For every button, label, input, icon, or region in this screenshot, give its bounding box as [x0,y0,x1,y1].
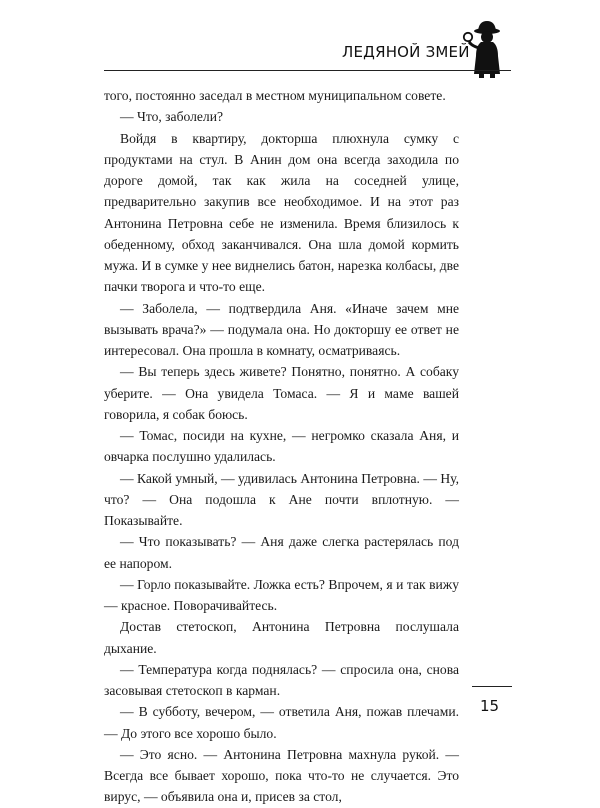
paragraph: — Горло показывайте. Ложка есть? Впрочем, я и так вижу — красное. Поворачивайтесь. [104,576,459,613]
header-rule [104,70,511,71]
footer-rule [472,686,512,687]
running-header-title: ЛЕДЯНОЙ ЗМЕЙ [342,43,470,61]
paragraph: того, постоянно заседал в местном муниципальном совете. [104,88,446,103]
paragraph: — Это ясно. — Антонина Петровна махнула рукой. — Всегда все бывает хорошо, пока что-то не случается. Это вирус, — объявила она и, присев за стол, [104,746,459,805]
paragraph: — Вы теперь здесь живете? Понятно, понятно. А собаку уберите. — Она увидела Томаса. — Я и маме вашей говорила, я собак боюсь. [104,364,459,422]
paragraph: — В субботу, вечером, — ответила Аня, пожав плечами. — До этого все хорошо было. [104,704,459,741]
paragraph: Достав стетоскоп, Антонина Петровна послушала дыхание. [104,619,459,656]
paragraph: — Что, заболели? [120,109,224,125]
paragraph: — Заболела, — подтвердила Аня. «Иначе зачем мне вызывать врача?» — подумала она. Но докторшу ее ответ не интересовал. Она прошла в комнату, осматриваясь. [104,300,459,358]
paragraph: — Томас, посиди на кухне, — негромко сказала Аня, и овчарка послушно удалилась. [104,428,459,465]
detective-silhouette-icon [462,18,512,78]
paragraph: Войдя в квартиру, докторша плюхнула сумку с продуктами на стул. В Анин дом она всегда заходила по дороге домой, так как жила на соседней улице, предварительно закупив все необходимое. И на этот раз Антонина Петровна себе не изменила. Время близилось к обеденному, обход заканчивался. Она шла домой кормить мужа. И в сумке у нее виднелись батон, нарезка колбасы, две пачки творога и что-то еще. [104,130,459,295]
paragraph: — Какой умный, — удивилась Антонина Петровна. — Ну, что? — Она подошла к Ане почти вплотную. — Показывайте. [104,470,459,528]
page-number: 15 [480,697,500,715]
paragraph: — Температура когда поднялась? — спросила она, снова засовывая стетоскоп в карман. [104,661,459,698]
paragraph: — Что показывать? — Аня даже слегка растерялась под ее напором. [104,534,459,571]
body-text [104,85,459,808]
